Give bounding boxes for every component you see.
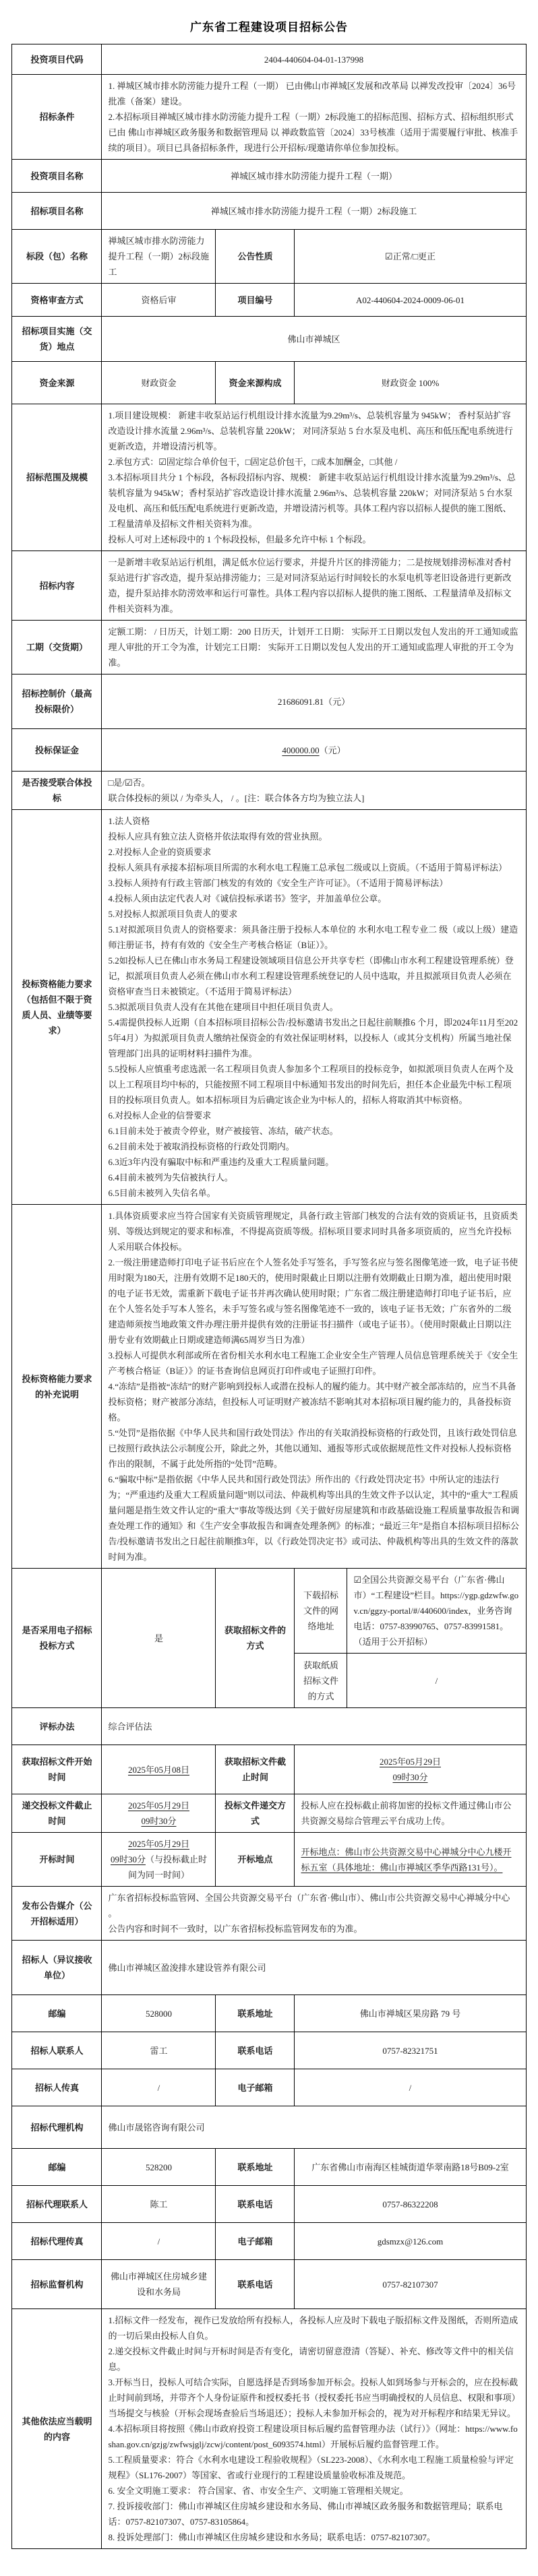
tenderer-email-value: / xyxy=(295,2069,526,2106)
tender-conditions-label: 招标条件 xyxy=(12,75,102,160)
tender-conditions-line: 2.本招标项目禅城区城市排水防涝能力提升工程（一期）2标段施工的招标范围、招标方式、招标组织形式已由 佛山市禅城区政务服务和数据管理局 以 禅政数监管〔2024〕33号核准（适用于需要履行审批、核准手续的项目）。项目已具备招标条件，现进行公开招标/现邀请你单位参加投标。 xyxy=(108,112,518,153)
row-tenderer xyxy=(12,1941,526,1995)
tender-project-name-value: 禅城区城市排水防涝能力提升工程（一期）2标段施工 xyxy=(102,193,526,230)
row-agency xyxy=(12,2106,526,2149)
opening-time-date: 2025年05月29日 xyxy=(127,1839,189,1849)
supp-line: 3.投标人可提供水利部或所在省份相关水利水电工程施工企业安全生产管理人员信息管理系统关于《安全生产考核合格证（B证）》的证书查询信息网页打印件或电子证照打印件。 xyxy=(108,1350,518,1376)
qreq-line: 5.2如投标人已在佛山市水务局工程建设领域项目信息公开共享专栏（即佛山市水利工程建设管理系统）登记，拟派项目负责人必须在佛山市水利工程建设管理系统登记的人员中选取，并且拟派项目负责人必须在资格审查当日未被锁定。（不适用于简易评标法） xyxy=(108,955,514,997)
qualification-requirements-label: 投标资格能力要求（包括但不限于资质人员、业绩等要求） xyxy=(12,810,102,1205)
tenderer-fax-label: 招标人传真 xyxy=(12,2069,102,2106)
obtain-start-value xyxy=(102,1745,216,1794)
tenderer-phone-value: 0757-82321751 xyxy=(295,2032,526,2069)
qreq-line: 5.3拟派项目负责人没有在其他在建项目中担任项目负责人。 xyxy=(108,1002,338,1012)
row-qualification-review xyxy=(12,284,526,317)
agency-fax-label: 招标代理传真 xyxy=(12,2223,102,2260)
tenderer-label: 招标人（异议接收单位） xyxy=(12,1941,102,1995)
opening-place-value xyxy=(295,1833,526,1887)
scope-value xyxy=(102,404,526,551)
agency-phone-label: 联系电话 xyxy=(216,2186,295,2223)
row-submit-deadline xyxy=(12,1794,526,1833)
scope-label: 招标范围及规模 xyxy=(12,404,102,551)
supp-line: 6.“骗取中标”是指依据《中华人民共和国行政处罚法》所作出的《行政处罚决定书》中所认定的违法行为；“严重违约及重大工程质量问题”则以司法、仲裁机构等出具的生效文件予以认定，其中的“重大”工程质量问题是指生效文件认定的“重大”事故等级达到《关于做好房屋建筑和市政基础设施工程质量事故报告和调查处理工作的通知》和《生产安全事故报告和调查处理条例》的标准；“最近三年”是指自本招标项目招标公告/投标邀请书发出之日起往前顺推3年，以《行政处罚决定书》或司法、仲裁机构等出具的生效文件的落款时间为准。 xyxy=(108,1474,520,1562)
funding-source-value: 财政资金 xyxy=(102,362,216,404)
qreq-line: 6.2目前未处于被取消投标资格的行政处罚期内。 xyxy=(108,1141,295,1152)
row-tender-project-name xyxy=(12,193,526,230)
supervisor-value: 佛山市禅城区住房城乡建设和水务局 xyxy=(102,2260,216,2309)
row-media xyxy=(12,1887,526,1941)
scope-line: 3.本招标项目共分 1 个标段，各标段招标内容、规模： 新建丰收泵站运行机组设计排水流量为9.29m³/s、总装机容量为 945kW；香村泵站扩容改造设计排水流量 2.96m³/s、总装机容量 220kW；对同济泵站 5 台水泵及电机、高压和低压配电系统进行更新改造，并增设清污机等。具体工程内容以招标人提供的施工图纸、工程量清单及招标文件相关资料为准。 xyxy=(108,472,516,529)
agency-address-value: 广东省佛山市南海区桂城街道华翠南路18号B09-2室 xyxy=(295,2149,526,2186)
consortium-label: 是否接受联合体投标 xyxy=(12,772,102,810)
qreq-line: 2.对投标人企业的资质要求 xyxy=(108,847,212,857)
agency-contact-value: 陈工 xyxy=(102,2186,216,2223)
supervisor-phone-value: 0757-82107307 xyxy=(295,2260,526,2309)
other-line: 3.开标当日，投标人可结合实际，自愿选择是否到场参加开标会。投标人如到场参与开标会的，应在投标截止时间前到场，并带齐个人身份证原件和授权委托书（授权委托书应当明确授权的人员信息、权限和事项）当场提交与核验（开标会现场查验后当场退还）；投标人未参加开标会的，视为对开标程序和结果无异议。 xyxy=(108,2377,518,2418)
section-name-label: 标段（包）名称 xyxy=(12,230,102,284)
supp-line: 1.具体资质要求应当符合国家有关资质管理规定，具备行政主管部门核发的合法有效的资质证书，且资质类别、等级达到规定的要求和标准，不得提高资质等级。招标项目要求同时具备多项资质的，应当允许投标人采用联合体投标。 xyxy=(108,1211,518,1252)
other-line: 8. 投诉处理部门：佛山市禅城区住房城乡建设和水务局；联系电话：0757-82107307。 xyxy=(108,2532,436,2542)
opening-place-label: 开标地点 xyxy=(216,1833,295,1887)
row-tenderer-postcode xyxy=(12,1995,526,2032)
qreq-line: 4.投标人须由法定代表人对《诚信投标承诺书》签字，并加盖单位公章。 xyxy=(108,893,387,904)
submit-deadline-date: 2025年05月29日 xyxy=(127,1800,189,1811)
duration-label: 工期（交货期） xyxy=(12,621,102,674)
opening-time-note: （与投标截止时间为同一时间） xyxy=(127,1854,207,1880)
notice-nature-label: 公告性质 xyxy=(216,230,295,284)
tenderer-phone-label: 联系电话 xyxy=(216,2032,295,2069)
supplementary-value xyxy=(102,1205,526,1569)
row-invest-project-name xyxy=(12,160,526,193)
row-agency-postcode xyxy=(12,2149,526,2186)
invest-project-name-label: 投资项目名称 xyxy=(12,160,102,193)
agency-address-label: 联系地址 xyxy=(216,2149,295,2186)
submit-deadline-value xyxy=(102,1794,216,1833)
opening-time-label: 开标时间 xyxy=(12,1833,102,1887)
tender-notice-table xyxy=(11,44,526,2549)
tenderer-fax-value: / xyxy=(102,2069,216,2106)
row-funding xyxy=(12,362,526,404)
obtain-end-value xyxy=(295,1745,526,1794)
scope-line: 2.承包方式：☑固定综合单价包干，□固定总价包干，□成本加酬金，□其他 / xyxy=(108,457,398,467)
project-number-label: 项目编号 xyxy=(216,284,295,317)
invest-project-name-value: 禅城区城市排水防涝能力提升工程（一期） xyxy=(102,160,526,193)
consortium-line: 联合体投标的须以 / 为牵头人， / 。[注：联合体各方均为独立法人] xyxy=(108,793,365,803)
evaluation-value: 综合评估法 xyxy=(102,1708,526,1745)
row-consortium xyxy=(12,772,526,810)
project-code-label: 投资项目代码 xyxy=(12,44,102,75)
project-number-value: A02-440604-2024-0009-06-01 xyxy=(295,284,526,317)
qreq-line: 3.投标人须持有行政主管部门核发的有效的《安全生产许可证》。（不适用于简易评标法） xyxy=(108,878,448,888)
submit-method-value: 投标人应在投标截止前将加密的投标文件通过佛山市公共资源交易综合管理云平台成功上传。 xyxy=(295,1794,526,1833)
other-label: 其他依法应当载明的内容 xyxy=(12,2309,102,2549)
other-line: 6. 安全文明施工要求： 符合国家、省、市安全生产、文明施工管理相关规定。 xyxy=(108,2486,409,2496)
qreq-line: 6.对投标人企业的信誉要求 xyxy=(108,1110,212,1121)
qreq-line: 6.4目前未被列为失信被执行人。 xyxy=(108,1172,233,1183)
row-duration xyxy=(12,621,526,674)
control-price-label: 招标控制价（最高投标限价） xyxy=(12,674,102,729)
consortium-line: □是/☑否。 xyxy=(108,778,150,788)
row-agency-fax xyxy=(12,2223,526,2260)
download-label: 下载招标文件的网络地址 xyxy=(295,1569,347,1654)
e-bidding-label: 是否采用电子招标投标方式 xyxy=(12,1569,102,1708)
row-other xyxy=(12,2309,526,2549)
opening-time-detail xyxy=(111,1854,207,1880)
other-line: 4.本招标项目将按照《佛山市政府投资工程建设项目标后履约监督管理办法（试行）》（网址：https://www.foshan.gov.cn/gzjg/zwfwsjglj/zcwj/content/post_6093574.html）开展标后履约监督管理工作。 xyxy=(108,2424,518,2449)
location-label: 招标项目实施（交货）地点 xyxy=(12,317,102,362)
row-scope xyxy=(12,404,526,551)
bid-bond-value xyxy=(102,729,526,772)
qreq-line: 5.1对拟派项目负责人的资格要求：须具备注册于投标人本单位的 水利水电工程专业二 级（或以上级）建造师注册证书，持有有效的《安全生产考核合格证（B证）》。 xyxy=(108,924,518,950)
submit-deadline-label: 递交投标文件截止时间 xyxy=(12,1794,102,1833)
row-evaluation xyxy=(12,1708,526,1745)
supplementary-label: 投标资格能力要求的补充说明 xyxy=(12,1205,102,1569)
tenderer-contact-value: 雷工 xyxy=(102,2032,216,2069)
row-obtain-times xyxy=(12,1745,526,1794)
consortium-value xyxy=(102,772,526,810)
obtain-end-label: 获取招标文件截止时间 xyxy=(216,1745,295,1794)
submit-method-label: 投标文件递交方式 xyxy=(216,1794,295,1833)
row-tenderer-fax xyxy=(12,2069,526,2106)
scope-line: 1.项目建设规模： 新建丰收泵站运行机组设计排水流量为9.29m³/s、总装机容量为 945kW； 香村泵站扩容改造设计排水流量 2.96m³/s、总装机容量 220kW； 对同济泵站 5 台水泵及电机、高压和低压配电系统进行更新改造，并增设清污机等。 xyxy=(108,410,513,451)
control-price-value: 21686091.81（元） xyxy=(102,674,526,729)
row-bid-bond xyxy=(12,729,526,772)
agency-postcode-label: 邮编 xyxy=(12,2149,102,2186)
other-line: 2.递交投标文件截止时间与开标时间是否有变化，请密切留意澄清（答疑）、补充、修改等文件中的相关信息。 xyxy=(108,2346,514,2372)
tender-project-name-label: 招标项目名称 xyxy=(12,193,102,230)
agency-value: 佛山市晟铭咨询有限公司 xyxy=(102,2106,526,2149)
row-supervisor xyxy=(12,2260,526,2309)
download-value: ☑全国公共资源交易平台（广东省·佛山市）“工程建设”栏目。https://ygp.gdzwfw.gov.cn/ggzy-portal/#/440600/index，业务咨询电话：0757-83990765、0757-83991581。（适用于公开招标） xyxy=(347,1569,526,1654)
agency-phone-value: 0757-86322208 xyxy=(295,2186,526,2223)
qreq-line: 6.3近3年内没有骗取中标和严重违约及重大工程质量问题。 xyxy=(108,1157,334,1167)
row-e-bidding xyxy=(12,1569,526,1654)
supervisor-phone-label: 联系电话 xyxy=(216,2260,295,2309)
supervisor-label: 招标监督机构 xyxy=(12,2260,102,2309)
tenderer-address-label: 联系地址 xyxy=(216,1995,295,2032)
media-value xyxy=(102,1887,526,1941)
other-line: 1.招标文件一经发布，视作已发放给所有投标人，各投标人应及时下载电子版招标文件及图纸，否则所造成的一切后果由投标人自负。 xyxy=(108,2315,518,2341)
row-qualification-requirements xyxy=(12,810,526,1205)
obtain-method-label: 获取招标文件的方式 xyxy=(216,1569,295,1708)
other-value xyxy=(102,2309,526,2549)
section-name-value: 禅城区城市排水防涝能力提升工程（一期）2标段施工 xyxy=(102,230,216,284)
opening-time-value xyxy=(102,1833,216,1887)
funding-source-label: 资金来源 xyxy=(12,362,102,404)
tenderer-postcode-label: 邮编 xyxy=(12,1995,102,2032)
supp-line: 5.“处罚”是指依据《中华人民共和国行政处罚法》作出的有关取消投标资格的行政处罚，且该行政处罚信息已按照行政执法公示制度公开，除此之外，其他以通知、通报等形式或依据规范性文件对投标人投标资格作出的限制，不属于此处所指的“处罚”范畴。 xyxy=(108,1428,517,1469)
row-opening xyxy=(12,1833,526,1887)
tender-conditions-line: 1. 禅城区城市排水防涝能力提升工程（一期） 已由佛山市禅城区发展和改革局 以禅发改投审〔2024〕36号批准（备案）建设。 xyxy=(108,81,516,106)
media-line: 广东省招标投标监管网、全国公共资源交易平台（广东省·佛山市）、佛山市公共资源交易中心禅城分中心 。 xyxy=(108,1893,510,1918)
qualification-requirements-value xyxy=(102,810,526,1205)
funding-composition-value: 财政资金 100% xyxy=(295,362,526,404)
tenderer-value: 佛山市禅城区盈浚排水建设管养有限公司 xyxy=(102,1941,526,1995)
tenderer-contact-label: 招标人联系人 xyxy=(12,2032,102,2069)
tenderer-email-label: 电子邮箱 xyxy=(216,2069,295,2106)
location-value: 佛山市禅城区 xyxy=(102,317,526,362)
opening-place-text: 开标地点：佛山市公共资源交易中心禅城分中心九楼开标五室（具体地址：佛山市禅城区季华西路131号）。 xyxy=(301,1846,512,1873)
page-title: 广东省工程建设项目招标公告 xyxy=(190,21,348,34)
qreq-line: 5.5投标人应慎重考虑选派一名工程项目负责人参加多个工程项目的投标竞争，如拟派项目负责人在两个及以上工程项目均中标的，只能按照不同工程项目中标通知书发出的时间先后，担任本企业最先中标工程项目的投标项目负责人。如本招标项目为后确定该企业为中标人的，招标人将取消其中标资格。 xyxy=(108,1064,514,1105)
content-label: 招标内容 xyxy=(12,551,102,621)
media-label: 发布公告媒介（公开招标适用） xyxy=(12,1887,102,1941)
qreq-line: 5.对投标人拟派项目负责人的要求 xyxy=(108,909,238,919)
other-line: 5.工程质量要求：符合《水利水电建设工程验收规程》（SL223-2008）、《水利水电工程施工质量检验与评定规程》（SL176-2007）等国家、省或行业现行的工程建设质量验收标准及规范。 xyxy=(108,2455,514,2480)
project-code-value: 2404-440604-04-01-137998 xyxy=(102,44,526,75)
scope-line: 投标人可对上述标段中的 1 个标段投标，但最多允许中标 1 个标段。 xyxy=(108,534,371,544)
obtain-start-label: 获取招标文件开始时间 xyxy=(12,1745,102,1794)
agency-postcode-value: 528200 xyxy=(102,2149,216,2186)
row-supplementary xyxy=(12,1205,526,1569)
opening-time-clock: 09时30分 xyxy=(110,1854,146,1864)
submit-deadline-time: 09时30分 xyxy=(141,1816,177,1826)
notice-nature-value: ☑正常/□更正 xyxy=(295,230,526,284)
supp-line: 2.一级注册建造师打印电子证书后应在个人签名处手写签名，手写签名应与签名图像笔迹一致，电子证书使用时限为180天，注册有效期不足180天的，使用时限截止日期以注册有效期截止日期为准，超出使用时限的电子证书无效，需重新下载电子证书并再次确认使用时限；广东省二级注册建造师打印电子证书后，应在个人签名处手写本人签名，未手写签名或与签名图像笔迹不一致的，该电子证书无效；广东省外的二级建造师须按当地政策文件办理注册并提供有效的注册证书扫描件（或电子证书）。（使用时限截止日期以注册专业有效期截止日期或建造师满65周岁当日为准） xyxy=(108,1257,518,1345)
agency-label: 招标代理机构 xyxy=(12,2106,102,2149)
agency-contact-label: 招标代理联系人 xyxy=(12,2186,102,2223)
obtain-end-time: 09时30分 xyxy=(392,1772,428,1782)
tender-conditions-value xyxy=(102,75,526,160)
media-line: 公告内容和时间不一致时，以广东省招标投标监管网发布的为准。 xyxy=(108,1924,363,1934)
supp-line: 4.“冻结”是指被“冻结”的财产影响到投标人或潜在投标人的履约能力。其中财产被全部冻结的，应当不具备投标资格；财产被部分冻结，但投标人可证明财产被冻结不影响其对本招标项目履约能力的，具备投标资格。 xyxy=(108,1381,516,1422)
bid-bond-unit: （元） xyxy=(319,745,346,755)
row-location xyxy=(12,317,526,362)
funding-composition-label: 资金来源构成 xyxy=(216,362,295,404)
evaluation-label: 评标办法 xyxy=(12,1708,102,1745)
row-tenderer-contact xyxy=(12,2032,526,2069)
row-content xyxy=(12,551,526,621)
qreq-line: 投标人应具有独立法人资格并依法取得有效的营业执照。 xyxy=(108,831,328,842)
qreq-line: 1.法人资格 xyxy=(108,816,150,826)
agency-email-label: 电子邮箱 xyxy=(216,2223,295,2260)
row-agency-contact xyxy=(12,2186,526,2223)
tenderer-address-value: 佛山市禅城区果房路 79 号 xyxy=(295,1995,526,2032)
tenderer-postcode-value: 528000 xyxy=(102,1995,216,2032)
qreq-line: 5.4需提供投标人近期（自本招标项目招标公告/投标邀请书发出之日起往前顺推6 个月，即2024年11月至2025年4月）为拟派项目负责人缴纳社保资金的有效社保证明材料，以投标人（或其分支机构）所属当地社保管理部门出具的证明材料扫描件为准。 xyxy=(108,1017,518,1059)
agency-fax-value: / xyxy=(102,2223,216,2260)
qualification-review-label: 资格审查方式 xyxy=(12,284,102,317)
qreq-line: 6.5目前未被列入失信名单。 xyxy=(108,1188,216,1198)
other-line: 7. 投诉接收部门：佛山市禅城区住房城乡建设和水务局、佛山市禅城区政务服务和数据管理局；联系电话：0757-82107307、0757-83105864。 xyxy=(108,2501,503,2527)
paper-label: 获取纸质招标文件的方式 xyxy=(295,1654,347,1708)
duration-value: 定额工期： / 日历天，计划工期：200 日历天，计划开工日期： 实际开工日期以发包人发出的开工通知或监理人审批的开工令为准，计划完工日期： 实际开工日期以发包人发出的开工通知或监理人审批的开工令为准。 xyxy=(102,621,526,674)
bid-bond-label: 投标保证金 xyxy=(12,729,102,772)
qreq-line: 6.1目前未处于被责令停业，财产被接管、冻结，破产状态。 xyxy=(108,1126,338,1136)
row-project-code xyxy=(12,44,526,75)
row-section-name xyxy=(12,230,526,284)
e-bidding-value: 是 xyxy=(102,1569,216,1708)
agency-email-value: gdsmzx@126.com xyxy=(295,2223,526,2260)
bid-bond-amount: 400000.00 xyxy=(282,745,320,755)
obtain-start-date: 2025年05月08日 xyxy=(127,1764,189,1775)
row-control-price xyxy=(12,674,526,729)
row-tender-conditions xyxy=(12,75,526,160)
paper-value: / xyxy=(347,1654,526,1708)
qreq-line: 投标人须具有承接本招标项目所需的水利水电工程施工总承包二级或以上资质。（不适用于简易评标法） xyxy=(108,862,507,873)
obtain-end-date: 2025年05月29日 xyxy=(379,1757,441,1767)
content-value: 一是新增丰收泵站运行机组，满足低水位运行要求，并提升片区的排涝能力；二是按规划排涝标准对香村泵站进行扩容改造，提升泵站排涝能力；三是对同济泵站运行时间较长的水泵电机等老旧设备进行更新改造，提升泵站排水防涝效率和运行可靠性。具体工程内容以招标人提供的施工图纸、工程量清单及招标文件相关资料为准。 xyxy=(102,551,526,621)
qualification-review-value: 资格后审 xyxy=(102,284,216,317)
